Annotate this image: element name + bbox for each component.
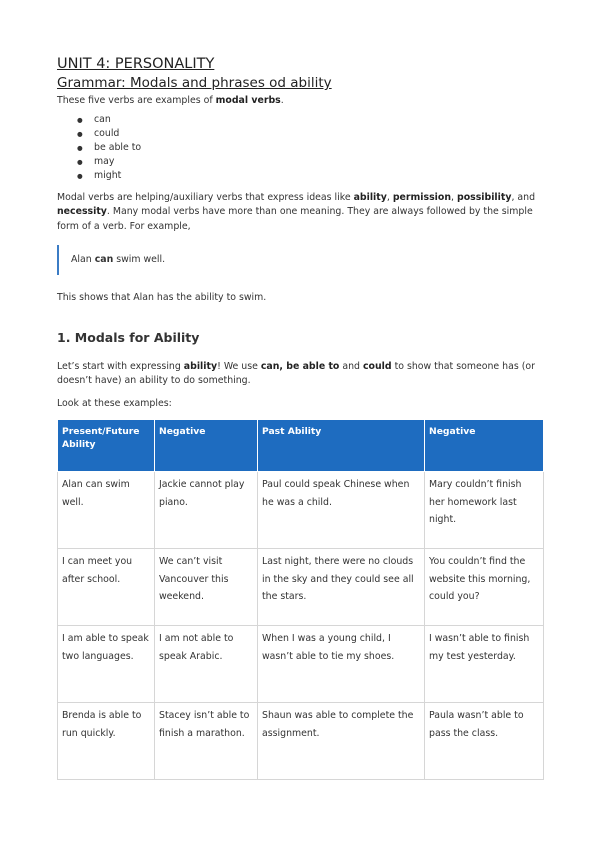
header-negative-present: Negative [155,420,258,472]
table-cell: Jackie cannot play piano. [155,472,258,549]
table-row [58,549,544,626]
look-text: Look at these examples: [57,397,172,409]
table-cell: Brenda is able to run quickly. [58,703,155,780]
table-cell: Paula wasn’t able to pass the class. [425,703,544,780]
table-cell: I am able to speak two languages. [58,626,155,703]
list-item: ● can [77,113,543,127]
intro-paragraph: These five verbs are examples of modal verbs. [57,95,284,106]
table-cell: Stacey isn’t able to finish a marathon. [155,703,258,780]
list-item: ● may [77,155,543,169]
table-header-row [58,420,544,472]
table-cell: Mary couldn’t finish her homework last night. [425,472,544,549]
table-row [58,703,544,780]
table-cell: I am not able to speak Arabic. [155,626,258,703]
section-heading: 1. Modals for Ability [57,329,200,345]
document-page [57,55,543,780]
example-quote: Alan can swim well. [57,245,543,275]
table-cell: You couldn’t find the website this morning, could you? [425,549,544,626]
table-row [58,472,544,549]
table-row [58,626,544,703]
unit-title: UNIT 4: PERSONALITY [57,56,215,72]
list-item: ● be able to [77,141,543,155]
modal-definition-paragraph: Modal verbs are helping/auxiliary verbs that express ideas like ability, permission, possibility, and necessity. Many modal verbs have more than one meaning. They are always followed by the simple form of a verb. For example, [57,191,536,232]
table-cell: I wasn’t able to finish my test yesterday. [425,626,544,703]
table-cell: Alan can swim well. [58,472,155,549]
modal-verb-list [57,113,543,183]
header-negative-past: Negative [425,420,544,472]
ability-table [57,419,544,780]
header-past-ability: Past Ability [258,420,425,472]
table-cell: Shaun was able to complete the assignment. [258,703,425,780]
section-intro-paragraph: Let’s start with expressing ability! We use can, be able to and could to show that someone has (or doesn’t have) an ability to do something. [57,360,535,386]
grammar-title: Grammar: Modals and phrases od ability [57,75,332,91]
header-present-future-ability: Present/Future Ability [58,420,155,472]
table-cell: When I was a young child, I wasn’t able to tie my shoes. [258,626,425,703]
list-item: ● might [77,169,543,183]
example-note: This shows that Alan has the ability to swim. [57,292,267,303]
table-cell: We can’t visit Vancouver this weekend. [155,549,258,626]
table-cell: Last night, there were no clouds in the sky and they could see all the stars. [258,549,425,626]
modal-verbs-term: modal verbs [215,95,281,106]
table-cell: Paul could speak Chinese when he was a child. [258,472,425,549]
list-item: ● could [77,127,543,141]
table-cell: I can meet you after school. [58,549,155,626]
